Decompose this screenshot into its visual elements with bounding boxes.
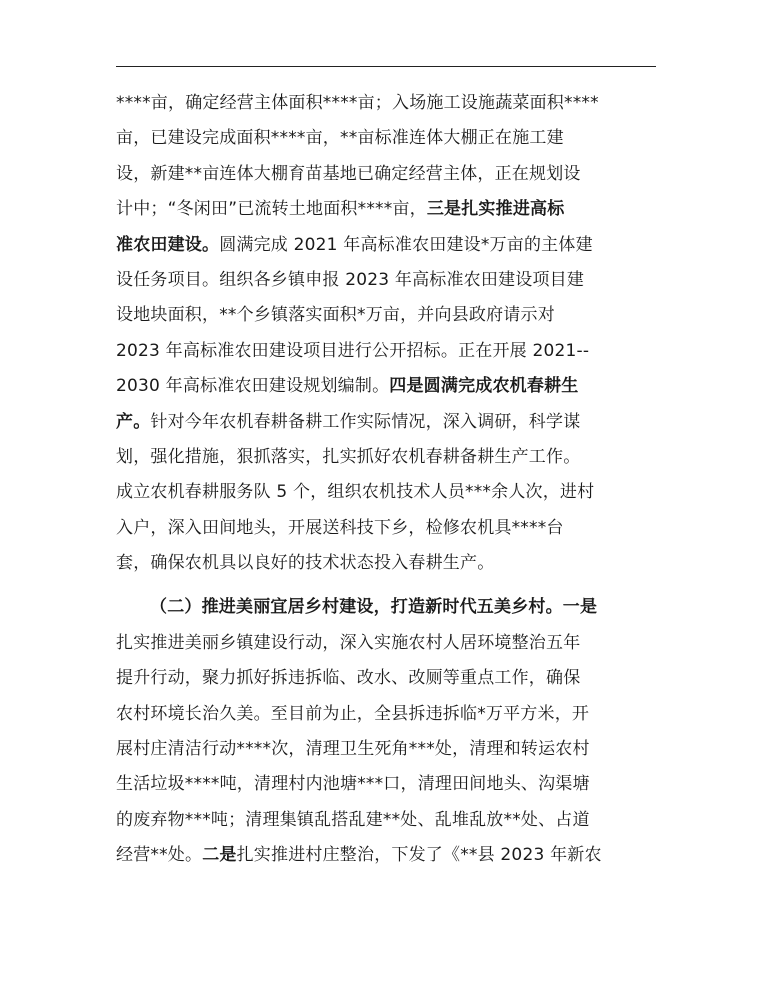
bold-heading-run: 三是扎实推进高标 — [426, 199, 565, 220]
text-line — [116, 405, 676, 440]
text-line — [116, 157, 676, 192]
text-run: 提升行动，聚力抓好拆违拆临、改水、改厕等重点工作，确保 — [116, 668, 581, 689]
text-line — [116, 767, 676, 802]
text-run: 扎实推进美丽乡镇建设行动，深入实施农村人居环境整治五年 — [116, 632, 581, 653]
text-line — [116, 626, 676, 661]
text-line — [116, 661, 676, 696]
text-run: 农村环境长治久美。至目前为止，全县拆违拆临*万平方米，开 — [116, 703, 590, 724]
text-run: 经营**处。 — [116, 845, 203, 866]
text-run: 成立农机春耕服务队 5 个，组织农机技术人员***余人次，进村 — [116, 482, 595, 503]
text-run: 计中；“冬闲田”已流转土地面积****亩， — [116, 199, 427, 220]
bold-heading-run: 四是圆满完成农机春耕生 — [389, 376, 579, 397]
text-line — [116, 369, 676, 404]
text-run: 亩，已建设完成面积****亩，**亩标准连体大棚正在施工建 — [116, 128, 564, 149]
bold-heading-run: 产。 — [116, 411, 151, 432]
text-line — [116, 298, 676, 333]
text-run: 的废弃物***吨；清理集镇乱搭乱建**处、乱堆乱放**处、占道 — [116, 809, 590, 830]
bold-heading-run: 二是 — [202, 845, 237, 866]
text-line — [116, 121, 676, 156]
text-run: 2023 年高标准农田建设项目进行公开招标。正在开展 2021-- — [116, 340, 590, 361]
text-line — [116, 803, 676, 838]
text-line — [116, 475, 676, 510]
text-run: 圆满完成 2021 年高标准农田建设*万亩的主体建 — [219, 234, 593, 255]
section-heading-line — [116, 590, 676, 625]
text-line — [116, 546, 676, 581]
text-line — [116, 192, 676, 227]
text-line — [116, 511, 676, 546]
text-run: 划，强化措施，狠抓落实，扎实抓好农机春耕备耕生产工作。 — [116, 446, 581, 467]
text-line — [116, 334, 676, 369]
text-line — [116, 228, 676, 263]
header-rule — [116, 66, 656, 67]
text-line — [116, 440, 676, 475]
text-run: 设地块面积，**个乡镇落实面积*万亩，并向县政府请示对 — [116, 305, 555, 326]
text-run: 扎实推进村庄整治，下发了《**县 2023 年新农 — [236, 845, 602, 866]
text-run: 展村庄清洁行动****次，清理卫生死角***处，清理和转运农村 — [116, 739, 590, 760]
text-line — [116, 732, 676, 767]
text-run: 2030 年高标准农田建设规划编制。 — [116, 376, 390, 397]
text-run: 针对今年农机春耕备耕工作实际情况，深入调研，科学谋 — [150, 411, 581, 432]
text-line — [116, 86, 676, 121]
text-run: 入户，深入田间地头，开展送科技下乡，检修农机具****台 — [116, 517, 564, 538]
text-run: 设，新建**亩连体大棚育苗基地已确定经营主体，正在规划设 — [116, 163, 581, 184]
text-run: 设任务项目。组织各乡镇申报 2023 年高标准农田建设项目建 — [116, 269, 585, 290]
section-heading: （二）推进美丽宜居乡村建设，打造新时代五美乡村。一是 — [150, 597, 598, 618]
bold-heading-run: 准农田建设。 — [116, 234, 220, 255]
text-run: ****亩，确定经营主体面积****亩；入场施工设施蔬菜面积**** — [116, 93, 599, 113]
text-line — [116, 838, 676, 873]
text-run: 生活垃圾****吨，清理村内池塘***口，清理田间地头、沟渠塘 — [116, 774, 590, 795]
text-line — [116, 263, 676, 298]
body-text — [116, 86, 676, 874]
text-line — [116, 697, 676, 732]
text-run: 套，确保农机具以良好的技术状态投入春耕生产。 — [116, 553, 495, 574]
